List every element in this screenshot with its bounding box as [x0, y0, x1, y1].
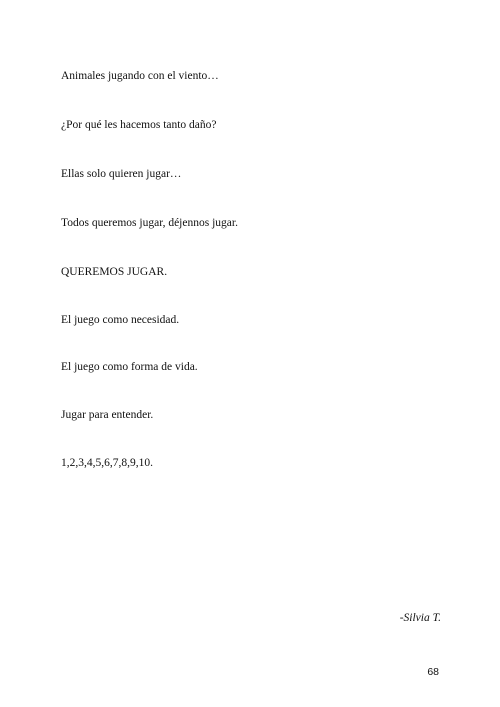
poem-line-1: Animales jugando con el viento… [61, 70, 219, 82]
poem-line-5: QUEREMOS JUGAR. [61, 266, 168, 278]
poem-line-8: Jugar para entender. [61, 409, 154, 421]
author-signature: -Silvia T. [399, 612, 441, 624]
poem-line-2: ¿Por qué les hacemos tanto daño? [61, 119, 217, 131]
poem-line-7: El juego como forma de vida. [61, 361, 198, 373]
poem-line-3: Ellas solo quieren jugar… [61, 168, 182, 180]
poem-line-6: El juego como necesidad. [61, 314, 180, 326]
page-number: 68 [427, 666, 439, 678]
poem-line-9: 1,2,3,4,5,6,7,8,9,10. [61, 457, 153, 469]
poem-line-4: Todos queremos jugar, déjennos jugar. [61, 217, 238, 229]
